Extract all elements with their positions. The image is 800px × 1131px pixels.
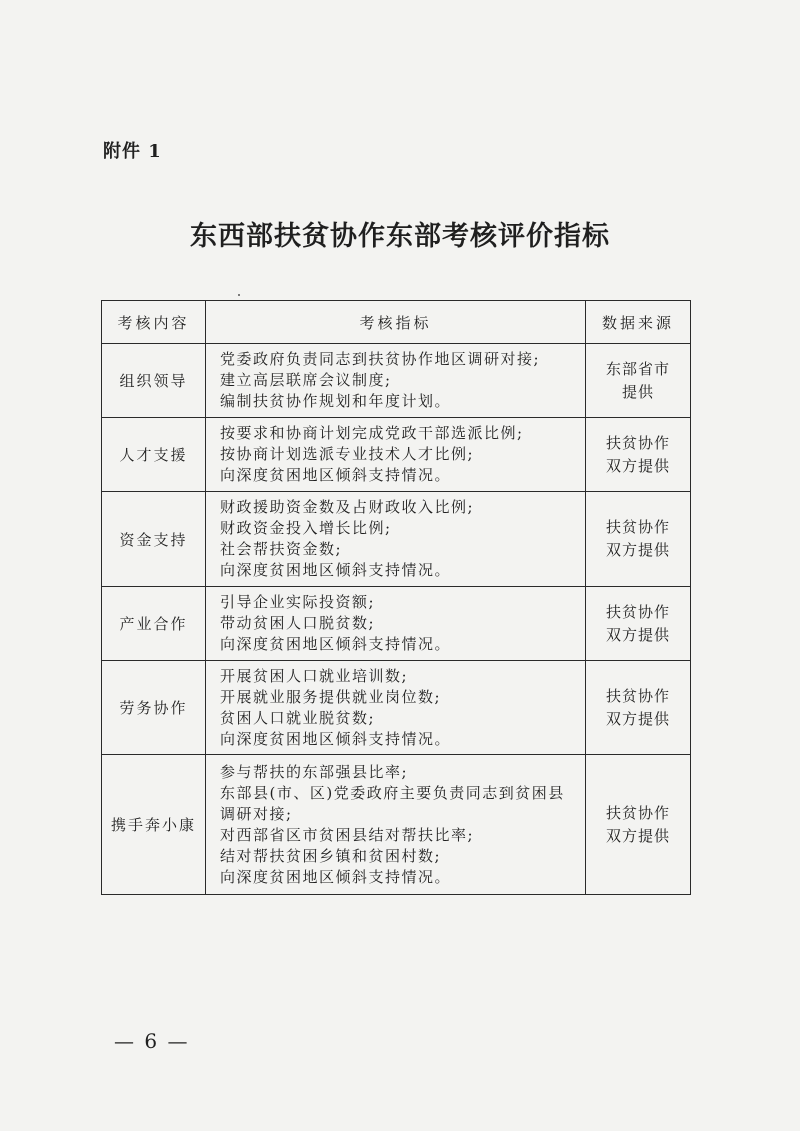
row-category: 人才支援	[102, 418, 206, 492]
indicator-item: 财政援助资金数及占财政收入比例;	[220, 498, 475, 516]
indicator-item: 建立高层联席会议制度;	[220, 371, 392, 389]
page-number: — 6 —	[114, 1029, 190, 1053]
row-indicators	[206, 755, 586, 895]
row-indicators	[206, 418, 586, 492]
evaluation-table	[101, 300, 691, 895]
indicator-item: 党委政府负责同志到扶贫协作地区调研对接;	[220, 350, 541, 368]
table-row	[102, 418, 691, 492]
table-row	[102, 755, 691, 895]
row-source	[586, 661, 691, 755]
header-category: 考核内容	[102, 301, 206, 344]
indicator-item: 按要求和协商计划完成党政干部选派比例;	[220, 424, 524, 442]
attachment-label: 附件 1	[103, 141, 162, 162]
table-row	[102, 661, 691, 755]
source-line: 双方提供	[605, 541, 670, 559]
indicator-item: 结对帮扶贫困乡镇和贫困村数;	[220, 846, 442, 865]
indicator-item: 引导企业实际投资额;	[220, 593, 376, 611]
source-line: 扶贫协作	[605, 686, 670, 705]
table-row	[102, 344, 691, 418]
indicator-item: 社会帮扶资金数;	[220, 540, 343, 558]
document-title: 东西部扶贫协作东部考核评价指标	[190, 221, 610, 252]
header-indicators: 考核指标	[206, 301, 586, 344]
source-line: 双方提供	[605, 826, 670, 845]
source-line: 东部省市	[605, 359, 670, 378]
row-category: 携手奔小康	[102, 755, 206, 895]
table-header-row	[102, 301, 691, 344]
indicator-item: 编制扶贫协作规划和年度计划。	[220, 392, 452, 410]
source-line: 双方提供	[605, 709, 670, 728]
row-category: 组织领导	[102, 344, 206, 418]
indicator-item: 开展贫困人口就业培训数;	[220, 666, 409, 685]
row-source	[586, 755, 691, 895]
row-source	[586, 587, 691, 661]
row-category: 产业合作	[102, 587, 206, 661]
source-line: 双方提供	[605, 625, 670, 644]
row-source	[586, 418, 691, 492]
row-indicators	[206, 587, 586, 661]
indicator-item: 向深度贫困地区倾斜支持情况。	[220, 635, 452, 653]
indicator-item: 向深度贫困地区倾斜支持情况。	[220, 561, 452, 579]
table-row	[102, 492, 691, 587]
source-line: 提供	[621, 382, 654, 401]
indicator-item: 向深度贫困地区倾斜支持情况。	[220, 867, 452, 886]
indicator-item: 参与帮扶的东部强县比率;	[220, 762, 409, 781]
row-category: 劳务协作	[102, 661, 206, 755]
table-row	[102, 587, 691, 661]
row-source	[586, 344, 691, 418]
scan-speck	[238, 294, 240, 296]
indicator-item: 带动贫困人口脱贫数;	[220, 614, 376, 632]
source-line: 扶贫协作	[605, 518, 670, 536]
row-category: 资金支持	[102, 492, 206, 587]
row-indicators	[206, 661, 586, 755]
row-source	[586, 492, 691, 587]
indicator-item: 对西部省区市贫困县结对帮扶比率;	[220, 825, 475, 844]
row-indicators	[206, 492, 586, 587]
header-source: 数据来源	[586, 301, 691, 344]
indicator-item: 财政资金投入增长比例;	[220, 519, 392, 537]
source-line: 扶贫协作	[605, 803, 670, 822]
indicator-item: 向深度贫困地区倾斜支持情况。	[220, 466, 452, 484]
indicator-item: 向深度贫困地区倾斜支持情况。	[220, 729, 452, 748]
indicator-item: 贫困人口就业脱贫数;	[220, 708, 376, 727]
indicator-item: 东部县(市、区)党委政府主要负责同志到贫困县调研对接;	[220, 783, 565, 823]
source-line: 扶贫协作	[605, 602, 670, 621]
indicator-item: 开展就业服务提供就业岗位数;	[220, 687, 442, 706]
source-line: 双方提供	[605, 456, 670, 475]
row-indicators	[206, 344, 586, 418]
source-line: 扶贫协作	[605, 433, 670, 452]
indicator-item: 按协商计划选派专业技术人才比例;	[220, 445, 475, 463]
